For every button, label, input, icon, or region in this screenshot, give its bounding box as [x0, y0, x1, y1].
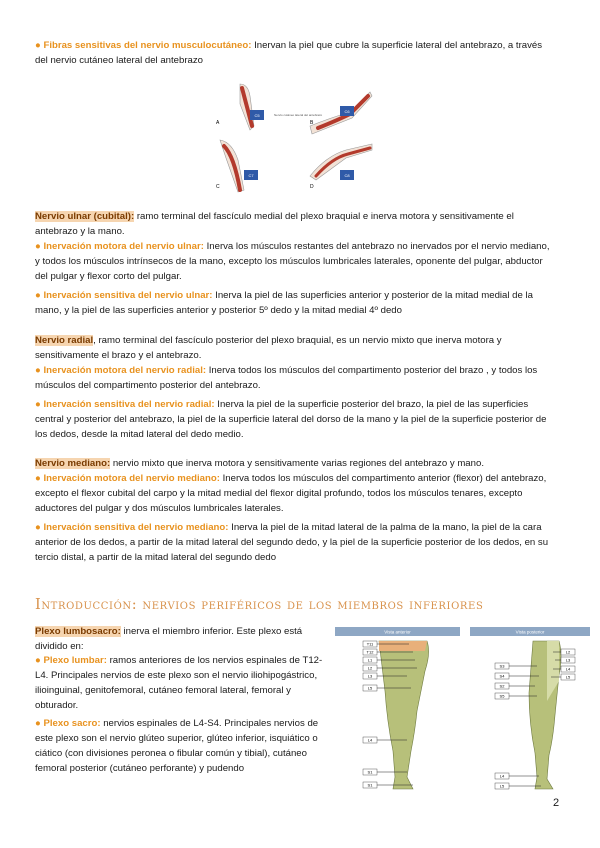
sacral-plexus: ● Plexo sacro: nervios espinales de L4-S4. Principales nervios de este plexo son el nervio glúteo superior, glúteo inferior, isquiático o ciático (con divisiones peronea o fibular común y tibial), cutáneo femoral posterior (cutáneo perforante) y pudendo — [35, 718, 319, 774]
median-sensory-text: Inerva la piel de la mitad lateral de la palma de la mano, la piel de la cara anterior de los dedos, a partir de la mitad lateral del segundo dedo, y la piel de la superficie posterior de los dedos, en su tercio distal, a partir de la mitad lateral del segundo dedo — [35, 522, 549, 563]
radial-sensory-title: Inervación sensitiva del nervio radial: — [43, 399, 215, 410]
label-c7: C7 — [248, 173, 254, 178]
panel-b-label: B — [310, 120, 314, 126]
ulnar-title: Nervio ulnar (cubital): — [35, 211, 135, 222]
ant-label: L1 — [367, 657, 373, 663]
median-sensory: ● Inervación sensitiva del nervio mediano: Inerva la piel de la mitad lateral de la palma de la mano, la piel de la cara anterior de los dedos, a partir de la mitad lateral del segundo dedo, y la piel de la superficie posterior de los dedos, en su tercio distal, a partir de la mitad lateral del segundo dedo — [35, 522, 549, 563]
page-number: 2 — [553, 797, 560, 809]
musculocutaneous-title: Fibras sensitivas del nervio musculocutáneo: — [43, 40, 252, 51]
sacral-plexus-title: Plexo sacro: — [43, 718, 101, 729]
median-motor: ● Inervación motora del nervio mediano: Inerva todos los músculos del compartimento anterior (flexor) del antebrazo, excepto el flexor cubital del carpo y la mitad medial del flexor digital profundo, todos los músculos tenares, excepto aductores del pulgar y dos músculos lumbricales laterales. — [35, 473, 547, 514]
ulnar-sensory: ● Inervación sensitiva del nervio ulnar: Inerva la piel de las superficies anterior y posterior de la mitad medial de la mano, y la piel de las superficies anterior y posterior 5º dedo y la mitad medial 4º dedo — [35, 290, 533, 316]
leg-dermatome-figure — [335, 627, 590, 795]
ulnar-motor: ● Inervación motora del nervio ulnar: Inerva los músculos restantes del antebrazo no inervados por el nervio mediano, y todos los músculos intrínsecos de la mano, excepto los músculos lumbricales laterales, oponente del pulgar, abductor del pulgar y flexor corto del pulgar. — [35, 241, 550, 282]
label-c6: C6 — [344, 109, 350, 114]
post-label: S3 — [499, 663, 505, 669]
panel-a-label: A — [216, 120, 220, 126]
lumbar-plexus-title: Plexo lumbar: — [43, 655, 107, 666]
lumbar-plexus: ● Plexo lumbar: ramos anteriores de los nervios espinales de T12-L4. Principales nervios de este plexo son el nervio iliohipogástrico, ilioinguinal, genitofemoral, cutáneo femoral lateral, femoral y obturador. — [35, 655, 323, 711]
musculocutaneous-paragraph — [35, 38, 555, 68]
sacral-plexus-text: nervios espinales de L4-S4. Principales nervios de este plexo son el nervio glúteo superior, glúteo inferior, isquiático o ciático (con divisiones peronea o fibular común y tibial), cutáneo femoral posterior (cutáneo perforante) y pudendo — [35, 718, 319, 774]
radial-intro — [35, 333, 555, 363]
ant-label: L4 — [367, 737, 373, 743]
radial-sensory-text: Inerva la piel de la superficie posterior del brazo, la piel de las superficies central y posterior del antebrazo, la piel de la superficie lateral del dorso de la mano y la piel de la superficie posterior de los dedos, desde la mitad lateral del dedo medio. — [35, 399, 547, 440]
lumbar-plexus-text: ramos anteriores de los nervios espinales de T12-L4. Principales nervios de este plexo son el nervio iliohipogástrico, ilioinguinal, genitofemoral, cutáneo femoral lateral, femoral y obturador. — [35, 655, 323, 711]
ulnar-motor-title: Inervación motora del nervio ulnar: — [43, 241, 204, 252]
ulnar-text: ramo terminal del fascículo medial del plexo braquial e inerva motora y sensitivamente el antebrazo y la mano. — [35, 211, 514, 237]
arm-panel-d — [310, 144, 372, 190]
ant-label: L2 — [367, 665, 373, 671]
panel-c-label: C — [216, 184, 220, 190]
arm-dermatome-figure — [210, 76, 380, 198]
median-sensory-title: Inervación sensitiva del nervio mediano: — [43, 522, 229, 533]
ant-label: T12 — [366, 649, 374, 655]
arm-panel-c — [216, 140, 258, 192]
ant-label: L5 — [367, 685, 373, 691]
post-label: L5 — [565, 674, 571, 680]
post-label: L2 — [565, 649, 571, 655]
ant-label: S1 — [367, 769, 373, 775]
ulnar-intro — [35, 209, 555, 239]
label-c8: C8 — [344, 173, 350, 178]
post-label: L4 — [499, 773, 505, 779]
radial-motor: ● Inervación motora del nervio radial: Inerva todos los músculos del compartimento posterior del brazo , y todos los músculos del compartimento posterior del antebrazo. — [35, 365, 538, 391]
lumbosacral-intro — [35, 624, 330, 654]
ant-label: T11 — [366, 641, 374, 647]
ant-label: S1 — [367, 782, 373, 788]
panel-d-label: D — [310, 184, 314, 190]
radial-sensory: ● Inervación sensitiva del nervio radial: Inerva la piel de la superficie posterior del brazo, la piel de las superficies central y posterior del antebrazo, la piel de la superficie lateral del dorso de la mano y la piel de la superficie posterior de los dedos, desde la mitad lateral del dedo medio. — [35, 399, 547, 440]
ulnar-sensory-title: Inervación sensitiva del nervio ulnar: — [43, 290, 213, 301]
median-title: Nervio mediano: — [35, 458, 111, 469]
post-label: L3 — [565, 657, 571, 663]
radial-motor-text: Inerva todos los músculos del compartimento posterior del brazo , y todos los músculos del compartimento posterior del antebrazo. — [35, 365, 538, 391]
section-heading: Introducción: nervios periféricos de los miembros inferiores — [35, 597, 484, 613]
median-text: nervio mixto que inerva motora y sensitivamente varias regiones del antebrazo y mano. — [110, 458, 484, 469]
post-label: L5 — [499, 783, 505, 789]
radial-text: , ramo terminal del fascículo posterior del plexo braquial, es un nervio mixto que inerva motora y sensitivamente el brazo y el antebrazo. — [35, 335, 502, 361]
radial-motor-title: Inervación motora del nervio radial: — [43, 365, 207, 376]
posterior-view-title: Vista posterior — [515, 629, 545, 635]
post-label: S5 — [499, 693, 505, 699]
bullet: ● — [35, 40, 44, 51]
median-motor-title: Inervación motora del nervio mediano: — [43, 473, 220, 484]
post-label: L4 — [565, 666, 571, 672]
ulnar-sensory-text: Inerva la piel de las superficies anterior y posterior de la mitad medial de la mano, y la piel de las superficies anterior y posterior 5º dedo y la mitad medial 4º dedo — [35, 290, 533, 316]
ant-label: L3 — [367, 673, 373, 679]
median-intro — [35, 456, 555, 471]
anterior-view-title: Vista anterior — [384, 629, 411, 635]
musculocutaneous-text: Inervan la piel que cubre la superficie lateral del antebrazo, a través del nervio cutáneo lateral del antebrazo — [35, 40, 543, 66]
posterior-leg — [529, 641, 561, 789]
post-label: S2 — [499, 683, 505, 689]
median-motor-text: Inerva todos los músculos del compartimento anterior (flexor) del antebrazo, excepto el flexor cubital del carpo y la mitad medial del flexor digital profundo, todos los músculos tenares, excepto aductores del pulgar y dos músculos lumbricales laterales. — [35, 473, 547, 514]
lumbosacral-title: Plexo lumbosacro: — [35, 626, 121, 637]
label-c5: C5 — [254, 113, 260, 118]
post-label: S4 — [499, 673, 505, 679]
arm-panel-a — [216, 84, 264, 130]
radial-title: Nervio radial — [35, 335, 94, 346]
anterior-leg — [379, 641, 429, 789]
ulnar-motor-text: Inerva los músculos restantes del antebrazo no inervados por el nervio mediano, y todos los músculos intrínsecos de la mano, excepto los músculos lumbricales laterales, oponente del pulgar, abductor del pulgar y flexor corto del pulgar. — [35, 241, 550, 282]
nerve-annotation: Nervio cutáneo lateral del antebrazo — [274, 113, 323, 117]
lumbosacral-text: inerva el miembro inferior. Este plexo está dividido en: — [35, 626, 303, 652]
